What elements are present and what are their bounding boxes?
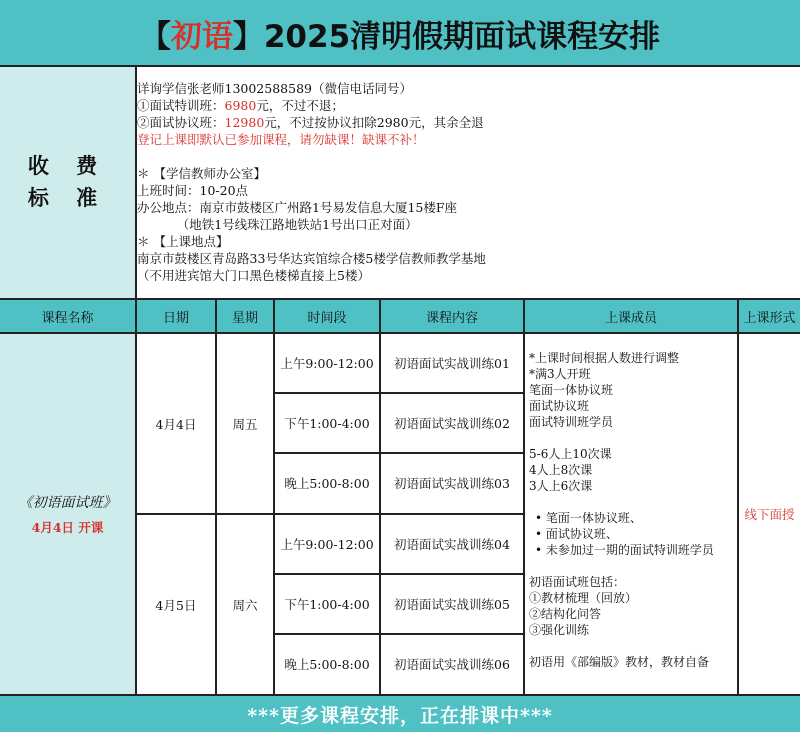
member-line: 5-6人上10次课 xyxy=(529,447,612,461)
date-cell: 4月5日 xyxy=(137,515,215,694)
course-name-cell xyxy=(0,334,135,694)
title-bracket-close: 】 xyxy=(232,18,264,55)
fee-line-suffix: 元，不过不退； xyxy=(256,98,344,113)
grid-line xyxy=(0,694,800,696)
grid-line xyxy=(273,298,275,694)
header-content: 课程内容 xyxy=(381,300,523,332)
member-line: ③强化训练 xyxy=(529,623,590,637)
weekday-cell: 周六 xyxy=(217,515,273,694)
grid-line xyxy=(273,633,523,635)
fee-label xyxy=(0,66,135,298)
time-slot-cell: 下午1:00-4:00 xyxy=(275,394,379,452)
header-course-name: 课程名称 xyxy=(0,300,135,332)
mode-cell: 线下面授 xyxy=(739,334,800,694)
header-members: 上课成员 xyxy=(525,300,737,332)
grid-line xyxy=(137,513,273,515)
grid-line xyxy=(135,66,137,694)
member-line: 笔面一体协议班 xyxy=(529,383,614,397)
fee-line xyxy=(137,148,797,165)
member-line: *满3人开班 xyxy=(529,367,591,381)
course-content-cell: 初语面试实战训练06 xyxy=(381,635,523,693)
time-slot-cell: 上午9:00-12:00 xyxy=(275,515,379,573)
fee-label-line-1: 收 费 xyxy=(27,154,108,178)
fee-content xyxy=(137,80,797,284)
member-line: *上课时间根据人数进行调整 xyxy=(529,351,680,365)
member-line: • 面试协议班、 xyxy=(535,527,618,541)
grid-line xyxy=(0,332,800,334)
fee-line: ＊ 【上课地点】 xyxy=(137,234,229,249)
course-start: 4月4日 开课 xyxy=(31,520,104,535)
footer-banner: ***更多课程安排，正在排课中*** xyxy=(0,696,800,732)
fee-line-prefix: ①面试特训班： xyxy=(137,98,225,113)
grid-line xyxy=(0,65,800,67)
member-line: 初语面试班包括： xyxy=(529,575,626,589)
grid-line xyxy=(215,298,217,694)
grid-line xyxy=(273,513,523,515)
grid-line xyxy=(273,452,523,454)
title-text: 2025清明假期面试课程安排 xyxy=(263,18,661,55)
fee-price: 6980 xyxy=(224,98,257,113)
grid-line xyxy=(737,298,739,694)
course-content-cell: 初语面试实战训练05 xyxy=(381,575,523,633)
fee-line: 南京市鼓楼区青岛路33号华达宾馆综合楼5楼学信教师教学基地 xyxy=(137,251,486,266)
header-weekday: 星期 xyxy=(217,300,273,332)
fee-line xyxy=(137,114,797,131)
fee-line: （地铁1号线珠江路地铁站1号出口正对面） xyxy=(137,217,418,232)
course-content-cell: 初语面试实战训练02 xyxy=(381,394,523,452)
grid-line xyxy=(0,298,800,300)
grid-line xyxy=(273,573,523,575)
member-line: ②结构化问答 xyxy=(529,607,602,621)
member-line: • 未参加过一期的面试特训班学员 xyxy=(535,543,714,557)
fee-line-prefix: ②面试协议班： xyxy=(137,115,225,130)
fee-line-suffix: 元，不过按协议扣除2980元，其余全退 xyxy=(264,115,484,130)
grid-line xyxy=(523,298,525,694)
time-slot-cell: 上午9:00-12:00 xyxy=(275,334,379,392)
date-cell: 4月4日 xyxy=(137,334,215,513)
header-date: 日期 xyxy=(137,300,215,332)
time-slot-cell: 晚上5:00-8:00 xyxy=(275,635,379,693)
fee-line: 上班时间：10-20点 xyxy=(137,183,249,198)
course-content-cell: 初语面试实战训练01 xyxy=(381,334,523,392)
fee-line: 办公地点：南京市鼓楼区广州路1号易发信息大厦15楼F座 xyxy=(137,200,458,215)
time-slot-cell: 下午1:00-4:00 xyxy=(275,575,379,633)
page-title xyxy=(0,0,800,66)
fee-line: 详询学信张老师13002588589（微信电话同号） xyxy=(137,81,412,96)
time-slot-cell: 晚上5:00-8:00 xyxy=(275,454,379,512)
title-highlight: 初语 xyxy=(170,18,233,55)
header-mode: 上课形式 xyxy=(739,300,800,332)
course-name: 《初语面试班》 xyxy=(18,495,117,511)
member-line: 4人上8次课 xyxy=(529,463,593,477)
member-line: ①教材梳理（回放） xyxy=(529,591,638,605)
course-content-cell: 初语面试实战训练04 xyxy=(381,515,523,573)
fee-line: ＊ 【学信教师办公室】 xyxy=(137,166,266,181)
member-line: 面试协议班 xyxy=(529,399,590,413)
grid-line xyxy=(273,392,523,394)
member-line: 3人上6次课 xyxy=(529,479,593,493)
fee-label-line-2: 标 准 xyxy=(27,186,108,210)
member-line: 面试特训班学员 xyxy=(529,415,614,429)
title-bracket-open: 【 xyxy=(139,18,171,55)
fee-line xyxy=(137,97,797,114)
fee-line: （不用进宾馆大门口黑色楼梯直接上5楼） xyxy=(137,268,370,283)
grid-line xyxy=(379,298,381,694)
member-line: • 笔面一体协议班、 xyxy=(535,511,642,525)
header-time: 时间段 xyxy=(275,300,379,332)
member-line: 初语用《部编版》教材，教材自备 xyxy=(529,655,710,669)
course-content-cell: 初语面试实战训练03 xyxy=(381,454,523,512)
fee-line: 登记上课即默认已参加课程，请勿缺课！缺课不补！ xyxy=(137,132,425,147)
members-cell xyxy=(525,334,737,694)
fee-price: 12980 xyxy=(224,115,265,130)
weekday-cell: 周五 xyxy=(217,334,273,513)
fee-section xyxy=(0,66,800,298)
